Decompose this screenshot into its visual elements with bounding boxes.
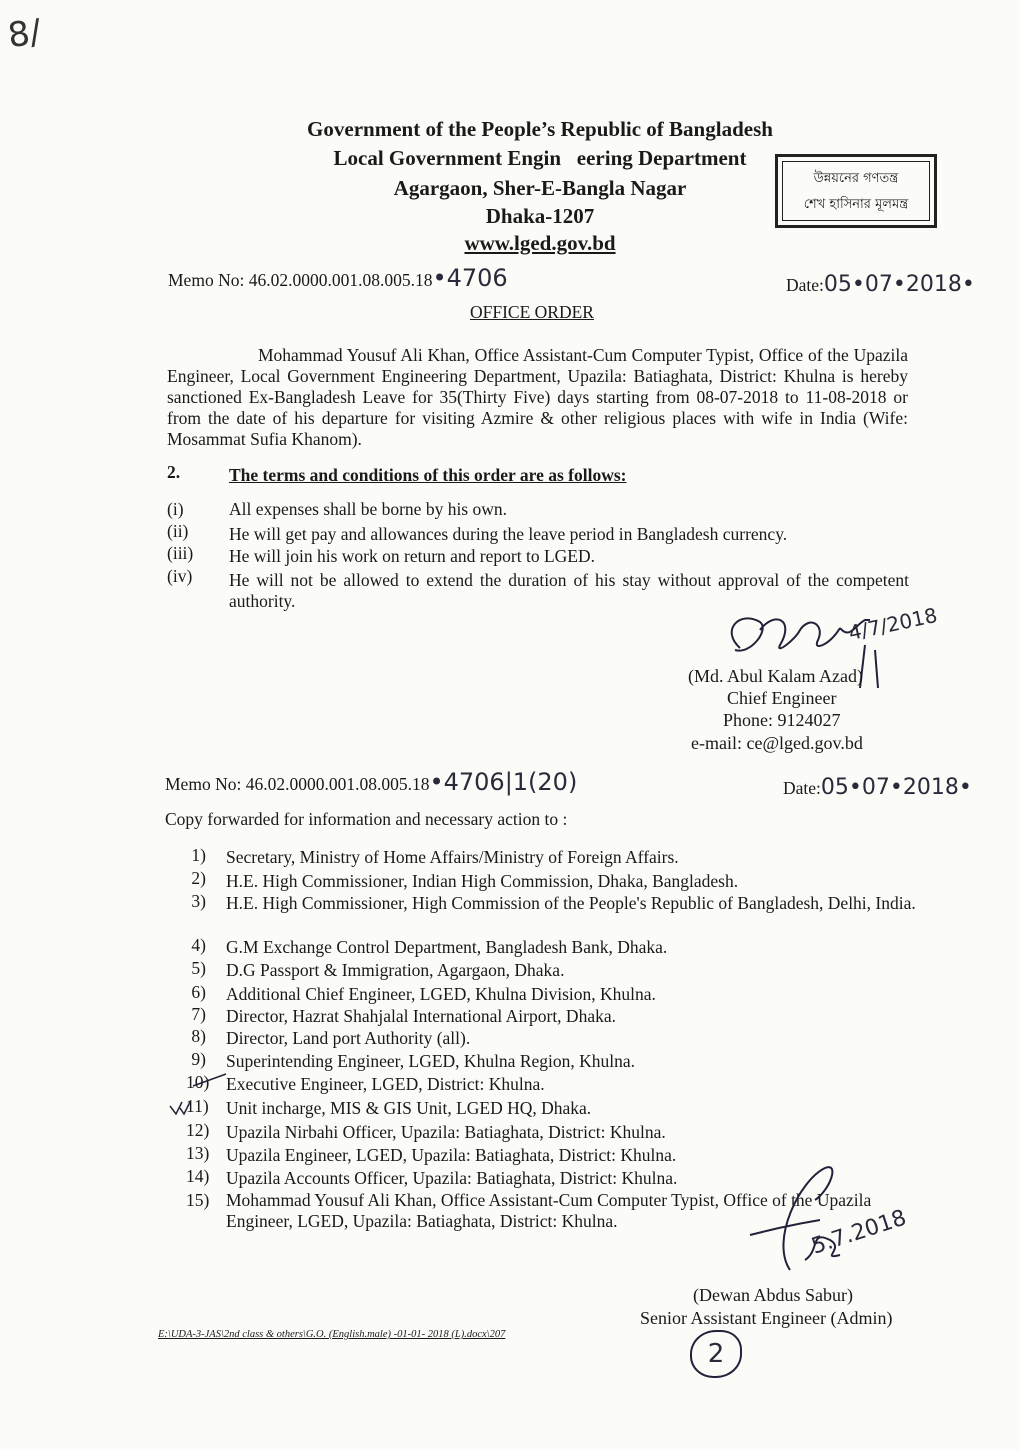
distribution-item: Executive Engineer, LGED, District: Khulna. (226, 1074, 545, 1094)
file-path-footer: E:\UDA-3-JAS\2nd class & others\G.O. (English.male) -01-01- 2018 (L).docx\207 (158, 1329, 506, 1340)
distribution-item: Director, Hazrat Shahjalal International Airport, Dhaka. (226, 1006, 616, 1026)
signatory-2-title: Senior Assistant Engineer (Admin) (640, 1308, 893, 1328)
memo-label: Memo No: 46.02.0000.001.08.005.18 (168, 270, 433, 290)
distribution-item: Additional Chief Engineer, LGED, Khulna Division, Khulna. (226, 984, 656, 1004)
handwritten-date: 05•07•2018• (823, 272, 975, 297)
distribution-number: 13) (186, 1143, 210, 1163)
distribution-item: H.E. High Commissioner, Indian High Commission, Dhaka, Bangladesh. (226, 871, 739, 891)
signature-date-1: 4/7/2018 (846, 602, 940, 646)
distribution-item: Director, Land port Authority (all). (226, 1028, 471, 1048)
distribution-item: Upazila Accounts Officer, Upazila: Batiaghata, District: Khulna. (226, 1168, 678, 1188)
copy-forwarded-line: Copy forwarded for information and necessary action to : (165, 809, 568, 829)
distribution-number: 5) (191, 958, 206, 978)
signatory-1-title: Chief Engineer (727, 688, 837, 708)
tick-mark (168, 1068, 238, 1118)
signatory-1-email: e-mail: ce@lged.gov.bd (691, 733, 863, 753)
term-item-text: He will not be allowed to extend the duration of his stay without approval of the competent authority. (229, 570, 909, 611)
term-item-text: He will get pay and allowances during the leave period in Bangladesh currency. (229, 524, 788, 544)
distribution-number: 2) (191, 868, 206, 888)
signatory-1-phone: Phone: 9124027 (723, 710, 841, 730)
distribution-number: 7) (191, 1004, 206, 1024)
term-item-text: All expenses shall be borne by his own. (229, 499, 508, 519)
distribution-item: G.M Exchange Control Department, Bangladesh Bank, Dhaka. (226, 937, 668, 957)
term-item-number: (iii) (167, 543, 194, 563)
distribution-number: 8) (191, 1026, 206, 1046)
handwritten-memo-number: •4706|1(20) (429, 768, 578, 796)
distribution-number: 3) (191, 891, 206, 911)
corner-handwritten-mark: 8/ (5, 11, 44, 57)
distribution-number: 1) (191, 845, 206, 865)
stamp-line-1: উন্নয়নের গণতন্ত্র (813, 171, 899, 186)
memo-date-2 (783, 777, 972, 799)
distribution-number: 11) (186, 1096, 209, 1116)
slogan-stamp (775, 154, 937, 228)
distribution-number: 6) (191, 982, 206, 1002)
distribution-number: 14) (186, 1166, 210, 1186)
office-order-title: OFFICE ORDER (470, 302, 594, 322)
term-item-number: (i) (167, 499, 184, 519)
header-city-line: Dhaka-1207 (485, 204, 595, 228)
memo-number-2 (165, 768, 578, 796)
distribution-number: 4) (191, 935, 206, 955)
term-item-number: (ii) (167, 521, 189, 541)
handwritten-memo-number: •4706 (432, 264, 508, 292)
order-paragraph: Mohammad Yousuf Ali Khan, Office Assistant-Cum Computer Typist, Office of the Upazila Engineer, Local Government Engineering Department, Upazila: Batiaghata, District: Khulna is hereby sanctioned Ex-Bangladesh Leave for 35(Thirty Five) days starting from 08-07-2018 to 11-08-2018 or from the date of his departure for visiting Azmire & other religious places with wife in India (Wife: Mosammat Sufia Khanom). (167, 345, 908, 449)
distribution-number: 9) (191, 1049, 206, 1069)
signatory-1-name: (Md. Abul Kalam Azad) (688, 666, 863, 686)
distribution-number: 15) (186, 1190, 210, 1210)
distribution-item: Mohammad Yousuf Ali Khan, Office Assistant-Cum Computer Typist, Office of the Upazila Engineer, LGED, Upazila: Batiaghata, District: Khulna. (226, 1190, 872, 1231)
handwritten-initial (690, 1330, 742, 1378)
distribution-item: Upazila Nirbahi Officer, Upazila: Batiaghata, District: Khulna. (226, 1122, 666, 1142)
distribution-item: Secretary, Ministry of Home Affairs/Ministry of Foreign Affairs. (226, 847, 679, 867)
handwritten-date: 05•07•2018• (820, 775, 972, 800)
date-label: Date: (783, 778, 821, 798)
memo-number-1 (168, 264, 508, 292)
distribution-number: 12) (186, 1120, 210, 1140)
memo-label: Memo No: 46.02.0000.001.08.005.18 (165, 774, 430, 794)
distribution-item: D.G Passport & Immigration, Agargaon, Dhaka. (226, 960, 565, 980)
header-department-line: Local Government Engin eering Department (333, 146, 747, 170)
distribution-item: Upazila Engineer, LGED, Upazila: Batiaghata, District: Khulna. (226, 1145, 677, 1165)
distribution-item: Unit incharge, MIS & GIS Unit, LGED HQ, Dhaka. (226, 1098, 592, 1118)
handwritten-initial-text: 2 (707, 1339, 725, 1369)
header-address-line: Agargaon, Sher-E-Bangla Nagar (393, 176, 687, 200)
distribution-item: H.E. High Commissioner, High Commission of the People's Republic of Bangladesh, Delhi, India. (226, 893, 916, 913)
header-government-line: Government of the People’s Republic of Bangladesh (307, 117, 773, 141)
terms-heading: The terms and conditions of this order are as follows: (229, 465, 627, 485)
signatory-2-name: (Dewan Abdus Sabur) (693, 1285, 853, 1305)
term-item-number: (iv) (167, 566, 193, 586)
distribution-item: Superintending Engineer, LGED, Khulna Region, Khulna. (226, 1051, 636, 1071)
stamp-line-2: শেখ হাসিনার মূলমন্ত্র (803, 197, 909, 212)
terms-number: 2. (167, 462, 181, 482)
header-website-link[interactable]: www.lged.gov.bd (464, 231, 616, 255)
memo-date-1 (786, 274, 975, 296)
term-item-text: He will join his work on return and report to LGED. (229, 546, 595, 566)
distribution-number: 10) (186, 1072, 210, 1092)
signature-date-2: 5.7.2018 (808, 1205, 910, 1260)
date-label: Date: (786, 275, 824, 295)
